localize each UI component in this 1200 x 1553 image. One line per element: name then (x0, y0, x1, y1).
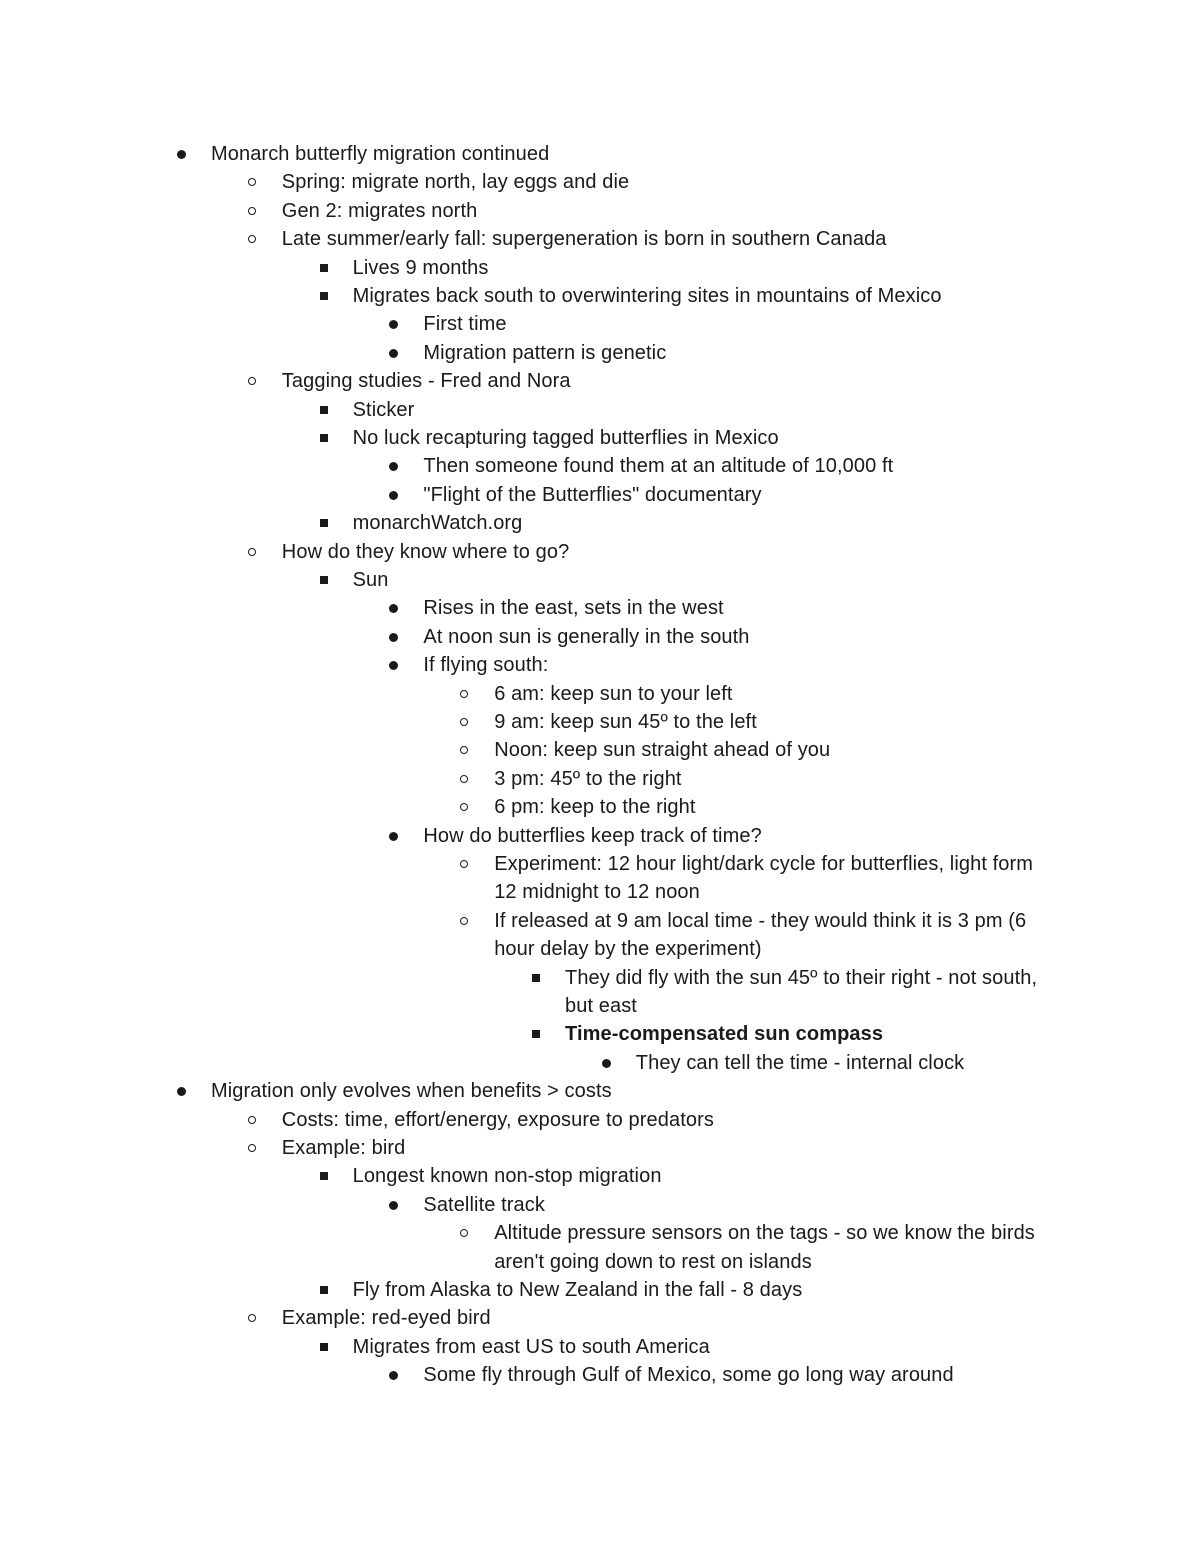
square-bullet-icon (531, 1020, 545, 1048)
outline-item-text: How do butterflies keep track of time? (423, 824, 762, 847)
circle-bullet-icon (248, 538, 262, 566)
outline-item-text: Migrates back south to overwintering sites in mountains of Mexico (352, 285, 942, 307)
outline-item-text: "Flight of the Butterflies" documentary (423, 483, 762, 506)
outline-item-text: Gen 2: migrates north (281, 199, 478, 222)
outline-item-text: Experiment: 12 hour light/dark cycle for butterflies, light form 12 midnight to 12 noon (494, 853, 1034, 904)
square-bullet-icon (319, 424, 333, 452)
outline-item (423, 651, 548, 679)
outline-item (211, 140, 549, 168)
outline-item (282, 1134, 406, 1162)
outline-item (423, 1361, 953, 1389)
outline-item (353, 1276, 803, 1304)
circle-bullet-icon (460, 907, 474, 935)
circle-bullet-icon (460, 708, 474, 736)
disc-bullet-icon (177, 1077, 191, 1105)
outline-item-text: Late summer/early fall: supergeneration is born in southern Canada (281, 228, 887, 251)
circle-bullet-icon (460, 736, 474, 764)
outline-item-text: Rises in the east, sets in the west (423, 597, 724, 620)
square-bullet-icon (531, 964, 545, 992)
outline-item-text: They can tell the time - internal clock (635, 1051, 965, 1074)
outline-item (494, 736, 830, 764)
outline-item-text: Sun (352, 569, 389, 591)
outline-item (423, 339, 666, 367)
outline-item (282, 1304, 491, 1332)
circle-bullet-icon (248, 1134, 262, 1162)
outline-item (353, 1333, 710, 1361)
outline-item-text: Altitude pressure sensors on the tags - so we know the birds aren't going down to rest on islands (494, 1222, 1035, 1273)
circle-bullet-icon (460, 793, 474, 821)
outline-item (494, 850, 1045, 907)
outline-item-text: Costs: time, effort/energy, exposure to predators (281, 1108, 714, 1131)
outline-item-text: First time (423, 313, 507, 336)
outline-item-text: 9 am: keep sun 45º to the left (494, 711, 757, 733)
outline-item-text: They did fly with the sun 45º to their right - not south, but east (565, 966, 1038, 1017)
outline-item (636, 1049, 964, 1077)
disc-bullet-icon (389, 822, 403, 850)
outline-item-text: Tagging studies - Fred and Nora (281, 370, 571, 393)
square-bullet-icon (319, 1162, 333, 1190)
square-bullet-icon (319, 1333, 333, 1361)
circle-bullet-icon (248, 168, 262, 196)
square-bullet-icon (319, 254, 333, 282)
outline-item-text: If flying south: (423, 654, 549, 677)
outline-item (423, 1191, 545, 1219)
outline-item (353, 1162, 662, 1190)
outline-item-text: Example: red-eyed bird (281, 1307, 491, 1330)
outline-item-text: Then someone found them at an altitude of 10,000 ft (423, 455, 894, 478)
circle-bullet-icon (460, 680, 474, 708)
circle-bullet-icon (248, 197, 262, 225)
outline-item (353, 254, 489, 282)
outline-item (565, 964, 1045, 1021)
circle-bullet-icon (248, 1304, 262, 1332)
outline-item (353, 282, 942, 310)
square-bullet-icon (319, 282, 333, 310)
disc-bullet-icon (389, 310, 403, 338)
outline-item (565, 1020, 883, 1048)
disc-bullet-icon (389, 339, 403, 367)
outline-item-text: At noon sun is generally in the south (423, 625, 750, 648)
outline-item-text: Longest known non-stop migration (352, 1165, 662, 1188)
outline-item (282, 538, 570, 566)
outline-item-text: Fly from Alaska to New Zealand in the fall - 8 days (352, 1279, 803, 1301)
outline-item-text: 6 am: keep sun to your left (494, 682, 733, 705)
circle-bullet-icon (248, 1106, 262, 1134)
outline-item-text: Sticker (352, 398, 415, 421)
outline-item (423, 310, 506, 338)
square-bullet-icon (319, 1276, 333, 1304)
disc-bullet-icon (177, 140, 191, 168)
outline-item-text: Monarch butterfly migration continued (211, 143, 550, 165)
circle-bullet-icon (460, 765, 474, 793)
outline-item-text: Migration only evolves when benefits > costs (211, 1080, 612, 1103)
outline-item-text: How do they know where to go? (281, 540, 570, 563)
outline-item (282, 367, 571, 395)
disc-bullet-icon (389, 452, 403, 480)
disc-bullet-icon (389, 594, 403, 622)
outline-item-text: If released at 9 am local time - they would think it is 3 pm (6 hour delay by the experiment) (494, 909, 1027, 961)
disc-bullet-icon (389, 1361, 403, 1389)
outline-item (423, 623, 749, 651)
outline-item (282, 225, 887, 253)
disc-bullet-icon (389, 623, 403, 651)
circle-bullet-icon (460, 850, 474, 878)
square-bullet-icon (319, 396, 333, 424)
outline-item-text: Time-compensated sun compass (565, 1023, 884, 1046)
outline-item-text: No luck recapturing tagged butterflies in Mexico (352, 427, 779, 449)
circle-bullet-icon (460, 1219, 474, 1247)
disc-bullet-icon (389, 651, 403, 679)
outline-item (353, 566, 389, 594)
square-bullet-icon (319, 566, 333, 594)
outline-item-text: Some fly through Gulf of Mexico, some go long way around (423, 1364, 954, 1387)
disc-bullet-icon (389, 481, 403, 509)
outline-item-text: Example: bird (281, 1137, 406, 1159)
outline-item (494, 680, 732, 708)
square-bullet-icon (319, 509, 333, 537)
outline-item (423, 452, 893, 480)
outline-item-text: 3 pm: 45º to the right (494, 767, 682, 790)
disc-bullet-icon (389, 1191, 403, 1219)
outline-item (494, 708, 757, 736)
outline-item (353, 396, 415, 424)
outline-item (423, 822, 761, 850)
outline-item-text: 6 pm: keep to the right (494, 796, 696, 819)
outline-item (423, 481, 761, 509)
outline-item-text: Migration pattern is genetic (423, 341, 667, 364)
outline-item (282, 197, 478, 225)
outline-item-text: Lives 9 months (352, 256, 489, 279)
outline-item (282, 1106, 714, 1134)
circle-bullet-icon (248, 367, 262, 395)
outline-item (282, 168, 629, 196)
outline-item (494, 765, 681, 793)
outline-item (211, 1077, 612, 1105)
outline-item-text: Satellite track (423, 1193, 545, 1216)
outline-item (423, 594, 723, 622)
outline-item (353, 424, 779, 452)
outline-item-text: monarchWatch.org (352, 512, 523, 535)
outline-item (494, 907, 1045, 964)
circle-bullet-icon (248, 225, 262, 253)
disc-bullet-icon (602, 1049, 616, 1077)
outline-item-text: Migrates from east US to south America (352, 1335, 710, 1358)
outline-item (494, 1219, 1045, 1276)
outline-item (494, 793, 695, 821)
outline-item-text: Noon: keep sun straight ahead of you (494, 739, 831, 762)
outline-item-text: Spring: migrate north, lay eggs and die (281, 171, 630, 194)
outline-item (353, 509, 523, 537)
